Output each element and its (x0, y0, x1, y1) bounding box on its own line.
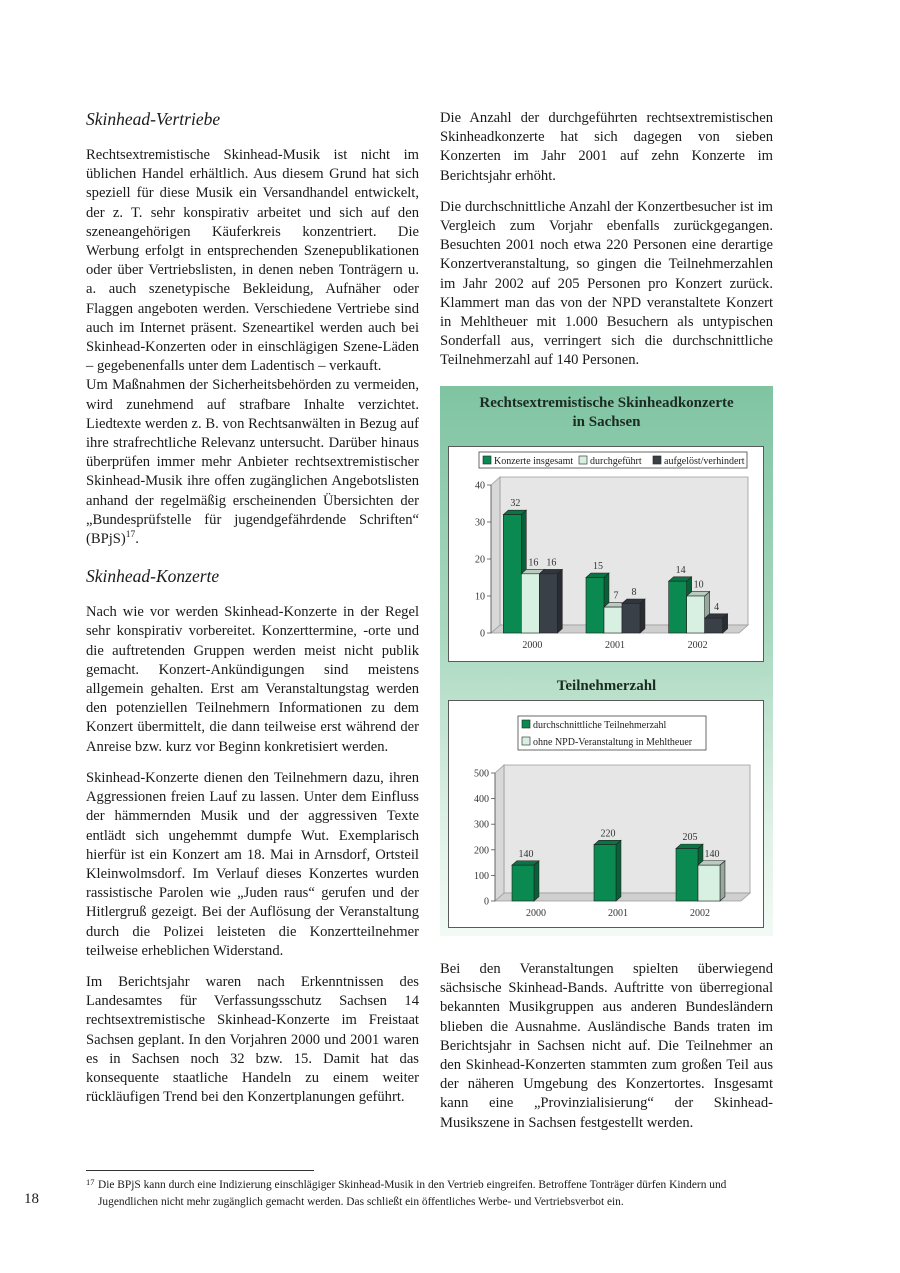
data-label: 205 (682, 832, 698, 844)
bar (669, 581, 687, 633)
bar (622, 603, 640, 633)
legend-label: aufgelöst/verhindert (664, 456, 745, 467)
paragraph-konzerte-1: Nach wie vor werden Skinhead-Konzerte in der Regel sehr konspirativ vorbereitet. Konzerttermine, -orte und die auftretenden Gruppen werden meist nicht publik gemacht. Konzert-Ankündigungen sind meistens allgemein gehalten. Erst am Veranstaltungstag werden den potenziellen Teilnehmern Informationen zu dem Konzert übermittelt, die dann teilweise erst während der Anreise bzw. kurz vor Beginn konkretisiert werden. (86, 604, 419, 755)
bar-top (512, 861, 539, 865)
bar (604, 607, 622, 633)
y-tick-label: 10 (475, 591, 485, 603)
x-tick-label: 2002 (690, 908, 710, 919)
bar (521, 574, 539, 633)
footnote-rule (86, 1170, 314, 1171)
chart-panel (440, 386, 773, 936)
legend-label: durchschnittliche Teilnehmerzahl (533, 720, 667, 731)
bar (594, 845, 616, 901)
paragraph-right-2: Die durchschnittliche Anzahl der Konzertbesucher ist im Vergleich zum Vorjahr ebenfalls zurückgegangen. Besuchten 2001 noch etwa 220 Personen eine derartige Konzertveranstaltung, so gingen die Teilnehmerzahlen im Jahr 2002 auf 205 Personen pro Konzert zurück. Klammert man das von der NPD veranstaltete Konzert in Mehltheuer mit 1.000 Besuchern als untypischen Sonderfall aus, verringert sich die durchschnittliche Teilnehmerzahl auf 140 Personen. (440, 198, 773, 369)
bar-side (534, 861, 539, 901)
chart2-title: Teilnehmerzahl (556, 678, 657, 694)
page-number: 18 (24, 1191, 39, 1207)
bar-top (698, 861, 725, 865)
paragraph-konzerte-2: Skinhead-Konzerte dienen den Teilnehmern dazu, ihren Aggressionen freien Lauf zu lassen. Unter dem Einfluss der hämmernden Musik und der aggressiven Texte entlädt sich ungehemmt dumpfe Wut. Exemplarisch hierfür ist ein Konzert am 18. Mai in Arnsdorf, Ortsteil Kleinwolmsdorf. Im Verlauf dieses Konzertes wurden rassistische Parolen wie „Juden raus“ gerufen und der Hitlergruß gezeigt. Bei der Auflösung der Veranstaltung durch die Polizei leisteten die Konzertteilnehmer teilweise erheblichen Widerstand. (86, 769, 419, 959)
paragraph-right-1: Die Anzahl der durchgeführten rechtsextremistischen Skinheadkonzerte hat sich dagegen von sieben Konzerten im Jahr 2001 auf zehn Konzerte im Berichtsjahr erhöht. (440, 110, 773, 184)
paragraph-vertriebe-2 (86, 376, 419, 549)
bar-top (676, 844, 703, 848)
y-tick-label: 0 (484, 896, 489, 908)
data-label: 16 (528, 557, 539, 569)
paragraph-konzerte-3: Im Berichtsjahr waren nach Erkenntnissen des Landesamtes für Verfassungsschutz Sachsen 14 rechtsextremistische Skinhead-Konzerte im Freistaat Sachsen geplant. In den Vorjahren 2000 und 2001 waren es in Sachsen noch 32 bzw. 15. Damit hat das konsequente staatliche Handeln zu einem weiter rückläufigen Trend bei den Konzertplanungen geführt. (86, 973, 419, 1106)
data-label: 16 (546, 557, 557, 569)
y-tick-label: 300 (474, 819, 489, 831)
bar-side (557, 569, 562, 633)
bar-side (616, 840, 621, 901)
right-column-lower (440, 960, 773, 1145)
data-label: 10 (693, 579, 704, 591)
footnote-reference[interactable]: 17 (125, 530, 136, 541)
chart1-title-line1: Rechtsextremistische Skinheadkonzerte (479, 395, 734, 411)
x-tick-label: 2002 (687, 640, 708, 651)
chart2-plot-box (448, 700, 764, 928)
chart1-plot-box (448, 446, 764, 662)
y-tick-label: 40 (475, 480, 485, 492)
heading-skinhead-konzerte: Skinhead-Konzerte (86, 566, 220, 587)
bar (503, 515, 521, 633)
paragraph-vertriebe-2-text: Um Maßnahmen der Sicherheitsbehörden zu vermeiden, wird zunehmend auf strafbare Inhalte verzichtet. Liedtexte werden z. B. von Rechtsanwälten in Bezug auf ihre strafrechtliche Relevanz untersucht. Darüber hinaus überprüfen immer mehr Anbieter rechtsextremistischer Skinhead-Musik ihre offen zugänglichen Angebotslisten anhand der regelmäßig erscheinenden Übersichten der „Bundesprüfstelle für jugendgefährdende Schriften“ (BPjS) (86, 377, 419, 548)
legend-swatch (522, 737, 530, 745)
y-tick-label: 30 (475, 517, 485, 529)
data-label: 140 (704, 848, 720, 860)
bar (687, 596, 705, 633)
legend (479, 452, 747, 468)
chart1-title (440, 394, 773, 432)
legend-swatch (522, 720, 530, 728)
chart2-svg (449, 701, 763, 927)
y-tick-label: 500 (474, 768, 489, 780)
bar (539, 574, 557, 633)
legend-label: durchgeführt (590, 456, 642, 467)
legend-label: Konzerte insgesamt (494, 456, 574, 467)
data-label: 32 (510, 498, 521, 510)
data-label: 14 (675, 564, 686, 576)
legend (518, 716, 706, 750)
paragraph-vertriebe-2-end: . (135, 531, 139, 548)
bar-top (594, 840, 621, 844)
bar (705, 618, 723, 633)
plot-side-wall (495, 765, 504, 901)
footnote (86, 1177, 776, 1211)
y-tick-label: 0 (480, 628, 485, 640)
footnote-text: Die BPjS kann durch eine Indizierung einschlägiger Skinhead-Musik in den Vertrieb eingreifen. Betroffene Tonträger dürfen Kindern und Jugendlichen nicht mehr zugänglich gemacht werden. Das schließt ein öffentliches Werbe- und Vertriebsverbot ein. (98, 1179, 727, 1208)
legend-swatch (579, 456, 587, 464)
y-tick-label: 400 (474, 794, 489, 806)
bar-side (640, 599, 645, 633)
bar-side (720, 861, 725, 901)
bar (512, 865, 534, 901)
chart1-svg (449, 447, 763, 661)
data-label: 8 (631, 587, 637, 598)
y-tick-label: 200 (474, 845, 489, 857)
paragraph-vertriebe-1: Rechtsextremistische Skinhead-Musik ist nicht im üblichen Handel erhältlich. Aus diesem Grund hat sich speziell für diese Musik ein Versandhandel entwickelt, der z. T. sehr konspirativ arbeitet und sich auf den szeneangehörigen Käuferkreis konzentriert. Die Werbung erfolgt in entsprechenden Szenepublikationen oder über Vertriebslisten, in denen neben Tonträgern u. a. auch szenetypische Bekleidung, Aufnäher oder Flaggen angeboten werden. Verschiedene Vertriebe sind auch im Internet präsent. Szeneartikel werden auch bei Skinhead-Konzerten oder in einschlägigen Szene-Läden – gegebenenfalls unter dem Ladentisch – verkauft. (86, 147, 419, 375)
legend-swatch (483, 456, 491, 464)
data-label: 15 (593, 561, 603, 573)
right-column (440, 109, 773, 383)
y-tick-label: 100 (474, 870, 489, 882)
x-tick-label: 2001 (608, 908, 628, 919)
x-tick-label: 2001 (605, 640, 625, 651)
data-label: 220 (600, 828, 616, 840)
data-label: 4 (714, 601, 720, 613)
y-tick-label: 20 (475, 554, 485, 566)
bar (586, 578, 604, 634)
footnote-mark: 17 (86, 1177, 95, 1187)
data-label: 140 (518, 848, 534, 860)
x-tick-label: 2000 (522, 640, 543, 651)
legend-swatch (653, 456, 661, 464)
legend-label: ohne NPD-Veranstaltung in Mehltheuer (533, 737, 693, 748)
heading-skinhead-vertriebe: Skinhead-Vertriebe (86, 109, 221, 129)
chart1-title-line2: in Sachsen (572, 414, 641, 430)
plot-side-wall (491, 477, 500, 633)
bar (676, 849, 698, 901)
paragraph-right-3: Bei den Veranstaltungen spielten überwiegend sächsische Skinhead-Bands. Auftritte von überregional bekannten Musikgruppen aus anderen Bundesländern blieben die Ausnahme. Ausländische Bands traten im Berichtsjahr in Sachsen nicht auf. Die Teilnehmer an den Skinhead-Konzerten stammten zum großen Teil aus der näheren Umgebung des Konzertortes. Insgesamt kann eine „Provinzialisierung“ der Skinhead-Musikszene in Sachsen festgestellt werden. (440, 961, 773, 1131)
left-column (86, 108, 419, 1119)
data-label: 7 (613, 590, 619, 602)
bar (698, 865, 720, 901)
x-tick-label: 2000 (526, 908, 546, 919)
